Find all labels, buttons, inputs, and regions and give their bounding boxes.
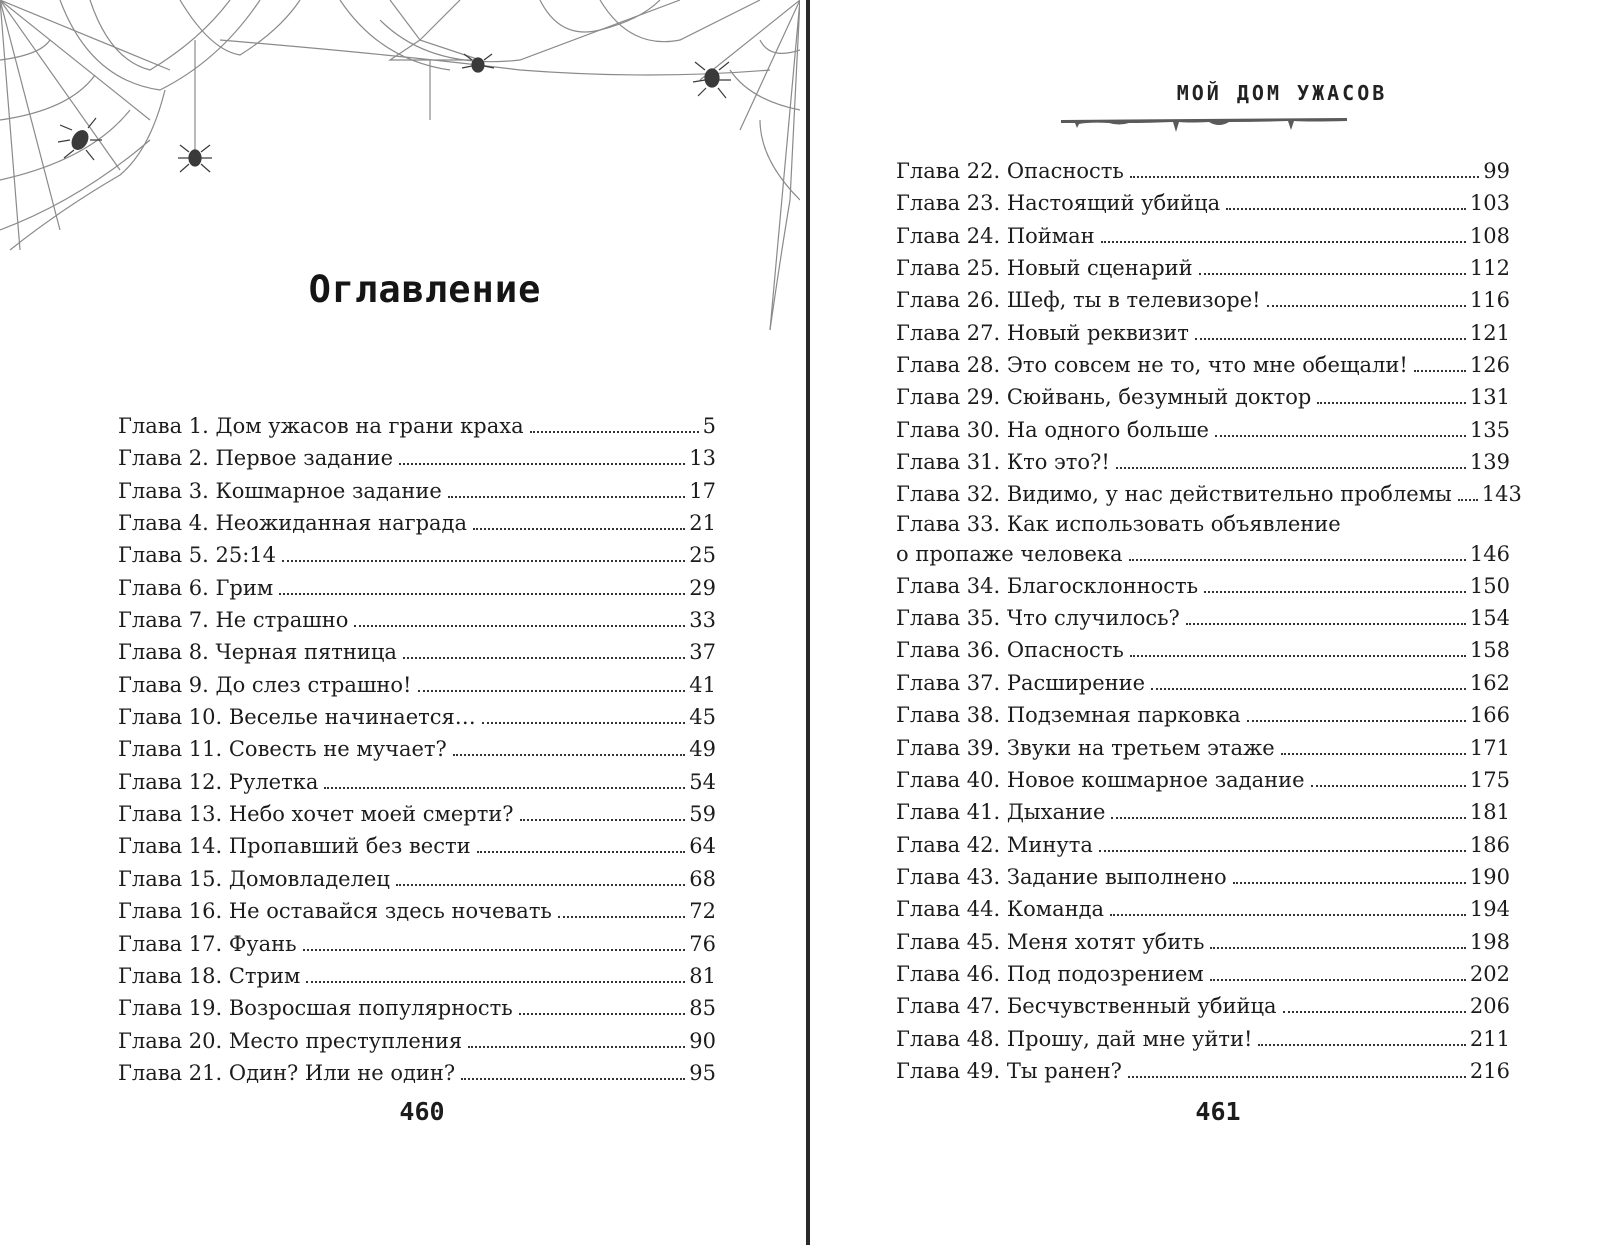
toc-entry-page: 190: [1469, 864, 1510, 889]
toc-entry: [896, 958, 1510, 990]
toc-entry: [896, 796, 1510, 828]
toc-entry: [118, 1057, 716, 1089]
toc-entry: [896, 446, 1510, 478]
toc-entry-page: 64: [689, 834, 716, 859]
toc-entry: [118, 1025, 716, 1057]
leader-dots: [1283, 1011, 1466, 1013]
toc-entry: [118, 669, 716, 701]
leader-dots: [1210, 979, 1466, 981]
toc-entry-label: Глава 23. Настоящий убийца: [896, 191, 1221, 216]
toc-entry-page: 194: [1469, 897, 1510, 922]
toc-entry: [896, 511, 1510, 570]
toc-entry-page: 216: [1469, 1058, 1510, 1083]
toc-entry-label: Глава 40. Новое кошмарное задание: [896, 767, 1305, 792]
toc-entry-page: 143: [1481, 482, 1522, 507]
toc-entry-label: Глава 49. Ты ранен?: [896, 1058, 1122, 1083]
toc-entry: [896, 699, 1510, 731]
toc-entry: [896, 861, 1510, 893]
toc-entry-page: 126: [1469, 353, 1510, 378]
toc-entry: [896, 829, 1510, 861]
toc-entry-page: 25: [689, 543, 716, 568]
leader-dots: [461, 1078, 685, 1080]
toc-entry: [118, 766, 716, 798]
toc-entry-label: Глава 6. Грим: [118, 575, 274, 600]
toc-entry: [118, 410, 716, 442]
toc-entry-label: Глава 44. Команда: [896, 897, 1105, 922]
toc-entry: [896, 926, 1510, 958]
toc-entry-label: Глава 39. Звуки на третьем этаже: [896, 735, 1275, 760]
page-number-right: 461: [1195, 1097, 1241, 1126]
leader-dots: [399, 463, 685, 465]
leader-dots: [1281, 753, 1466, 755]
toc-entry-page: 17: [689, 478, 716, 503]
toc-entry-page: 59: [689, 802, 716, 827]
leader-dots: [282, 560, 685, 562]
toc-entry-page: 116: [1469, 288, 1510, 313]
toc-entry-page: 150: [1469, 573, 1510, 598]
toc-entry: [896, 187, 1510, 219]
toc-entry-page: 76: [689, 931, 716, 956]
leader-dots: [1210, 947, 1466, 949]
toc-entry-label: Глава 47. Бесчувственный убийца: [896, 994, 1277, 1019]
toc-entry: [118, 701, 716, 733]
toc-entry-label: Глава 27. Новый реквизит: [896, 320, 1189, 345]
toc-entry-page: 54: [689, 769, 716, 794]
toc-entry-label: Глава 37. Расширение: [896, 670, 1146, 695]
leader-dots: [1317, 402, 1466, 404]
toc-entry-label: Глава 46. Под подозрением: [896, 961, 1204, 986]
toc-entry-label: Глава 31. Кто это?!: [896, 450, 1110, 475]
toc-list-left: [118, 410, 716, 1089]
leader-dots: [558, 916, 685, 918]
toc-entry-page: 206: [1469, 994, 1510, 1019]
leader-dots: [1458, 499, 1478, 501]
toc-entry-page: 146: [1469, 541, 1510, 566]
leader-dots: [1130, 176, 1479, 178]
toc-entry: [896, 764, 1510, 796]
toc-entry: [896, 1023, 1510, 1055]
leader-dots: [396, 884, 685, 886]
toc-entry-label: Глава 9. До слез страшно!: [118, 672, 412, 697]
leader-dots: [1111, 817, 1465, 819]
toc-entry-label-continued: о пропаже человека: [896, 541, 1123, 566]
toc-entry: [118, 992, 716, 1024]
toc-entry: [118, 733, 716, 765]
page-number-left: 460: [399, 1097, 445, 1126]
toc-entry: [896, 381, 1510, 413]
leader-dots: [1116, 467, 1466, 469]
leader-dots: [468, 1046, 685, 1048]
leader-dots: [1101, 241, 1466, 243]
toc-entry-page: 5: [702, 414, 716, 438]
toc-entry-label: Глава 29. Сюйвань, безумный доктор: [896, 385, 1312, 410]
toc-entry-page: 162: [1469, 670, 1510, 695]
toc-entry-label: Глава 3. Кошмарное задание: [118, 478, 442, 503]
toc-list-right: [896, 155, 1522, 1087]
toc-entry: [118, 507, 716, 539]
toc-entry-label: Глава 32. Видимо, у нас действительно проблемы: [896, 482, 1452, 507]
leader-dots: [403, 657, 685, 659]
toc-entry-label: Глава 14. Пропавший без вести: [118, 834, 471, 859]
leader-dots: [1226, 208, 1466, 210]
leader-dots: [519, 1013, 686, 1015]
leader-dots: [418, 690, 686, 692]
leader-dots: [1151, 688, 1466, 690]
toc-entry-page: 121: [1469, 320, 1510, 345]
leader-dots: [1215, 435, 1466, 437]
toc-entry-label: Глава 45. Меня хотят убить: [896, 929, 1205, 954]
toc-entry-page: 171: [1469, 735, 1510, 760]
toc-entry-label: Глава 34. Благосклонность: [896, 573, 1199, 598]
leader-dots: [1233, 882, 1466, 884]
toc-entry-label: Глава 5. 25:14: [118, 543, 277, 568]
toc-entry-label: Глава 33. Как использовать объявление: [896, 511, 1341, 536]
toc-entry-label: Глава 21. Один? Или не один?: [118, 1060, 456, 1085]
toc-entry: [118, 442, 716, 474]
toc-entry-page: 99: [1483, 159, 1510, 183]
toc-entry: [118, 928, 716, 960]
toc-entry: [896, 570, 1510, 602]
running-header: МОЙ ДОМ УЖАСОВ: [1176, 81, 1388, 105]
toc-entry-page: 181: [1469, 800, 1510, 825]
toc-entry-label: Глава 8. Черная пятница: [118, 640, 397, 665]
leader-dots: [1130, 655, 1466, 657]
toc-entry: [896, 252, 1510, 284]
right-page: [812, 0, 1609, 1245]
leader-dots: [1247, 720, 1466, 722]
toc-entry: [118, 475, 716, 507]
toc-entry-label: Глава 42. Минута: [896, 832, 1093, 857]
toc-entry: [118, 572, 716, 604]
toc-entry-label: Глава 16. Не оставайся здесь ночевать: [118, 899, 552, 924]
toc-entry: [896, 284, 1510, 316]
toc-entry-label: Глава 12. Рулетка: [118, 769, 319, 794]
leader-dots: [306, 981, 685, 983]
toc-entry-label: Глава 4. Неожиданная награда: [118, 511, 468, 536]
leader-dots: [1311, 785, 1466, 787]
toc-entry-page: 211: [1469, 1026, 1510, 1051]
toc-entry: [896, 602, 1510, 634]
toc-entry-label: Глава 10. Веселье начинается…: [118, 705, 476, 730]
toc-entry-label: Глава 26. Шеф, ты в телевизоре!: [896, 288, 1261, 313]
leader-dots: [530, 431, 699, 433]
toc-entry-label: Глава 43. Задание выполнено: [896, 864, 1227, 889]
leader-dots: [324, 787, 685, 789]
toc-entry-page: 49: [689, 737, 716, 762]
leader-dots: [1128, 1076, 1466, 1078]
toc-entry-label: Глава 41. Дыхание: [896, 800, 1106, 825]
toc-entry-label: Глава 11. Совесть не мучает?: [118, 737, 447, 762]
toc-entry-label: Глава 18. Стрим: [118, 963, 301, 988]
toc-entry: [118, 960, 716, 992]
toc-entry-page: 158: [1469, 638, 1510, 663]
toc-entry-page: 186: [1469, 832, 1510, 857]
leader-dots: [1258, 1044, 1465, 1046]
toc-entry-label: Глава 48. Прошу, дай мне уйти!: [896, 1026, 1253, 1051]
toc-entry-page: 103: [1469, 191, 1510, 216]
toc-entry-label: Глава 17. Фуань: [118, 931, 297, 956]
toc-entry: [896, 478, 1522, 510]
toc-entry-label: Глава 36. Опасность: [896, 638, 1124, 663]
toc-entry-label: Глава 38. Подземная парковка: [896, 703, 1241, 728]
toc-entry-page: 198: [1469, 929, 1510, 954]
book-spine-divider: [806, 0, 810, 1245]
toc-entry: [896, 634, 1510, 666]
leader-dots: [354, 625, 685, 627]
toc-entry-label: Глава 22. Опасность: [896, 159, 1124, 183]
toc-entry-page: 112: [1469, 256, 1510, 281]
toc-entry-page: 21: [689, 511, 716, 536]
toc-entry-page: 154: [1469, 606, 1510, 631]
toc-entry-label: Глава 35. Что случилось?: [896, 606, 1180, 631]
header-ornament: [1059, 112, 1349, 136]
leader-dots: [520, 819, 686, 821]
toc-entry-page: 108: [1469, 223, 1510, 248]
toc-entry-label: Глава 15. Домовладелец: [118, 866, 390, 891]
toc-entry: [896, 1055, 1510, 1087]
leader-dots: [1267, 305, 1466, 307]
toc-entry-page: 37: [689, 640, 716, 665]
toc-entry: [118, 604, 716, 636]
toc-entry-label: Глава 30. На одного больше: [896, 417, 1209, 442]
toc-entry: [896, 155, 1510, 187]
leader-dots: [477, 851, 686, 853]
toc-entry-page: 175: [1469, 767, 1510, 792]
leader-dots: [1110, 914, 1466, 916]
toc-entry-page: 139: [1469, 450, 1510, 475]
leader-dots: [448, 496, 685, 498]
toc-entry-page: 45: [689, 705, 716, 730]
toc-entry-page: 90: [689, 1028, 716, 1053]
toc-entry: [118, 895, 716, 927]
leader-dots: [1195, 338, 1466, 340]
leader-dots: [1204, 591, 1466, 593]
toc-entry-page: 81: [689, 963, 716, 988]
toc-entry: [896, 349, 1510, 381]
toc-entry-page: 68: [689, 866, 716, 891]
leader-dots: [453, 754, 685, 756]
toc-entry-page: 131: [1469, 385, 1510, 410]
leader-dots: [303, 949, 686, 951]
leader-dots: [473, 528, 685, 530]
toc-entry-page: 13: [689, 446, 716, 471]
toc-entry-page: 33: [689, 608, 716, 633]
toc-entry-label: Глава 24. Пойман: [896, 223, 1095, 248]
leader-dots: [279, 593, 685, 595]
toc-entry-page: 72: [689, 899, 716, 924]
leader-dots: [482, 722, 686, 724]
toc-entry-label: Глава 25. Новый сценарий: [896, 256, 1193, 281]
toc-entry-page: 41: [689, 672, 716, 697]
toc-entry: [118, 636, 716, 668]
toc-entry-label: Глава 20. Место преступления: [118, 1028, 463, 1053]
toc-entry-page: 202: [1469, 961, 1510, 986]
toc-entry: [118, 539, 716, 571]
toc-entry: [896, 732, 1510, 764]
toc-entry: [118, 830, 716, 862]
leader-dots: [1186, 623, 1466, 625]
toc-entry-label: Глава 2. Первое задание: [118, 446, 394, 471]
toc-entry-page: 85: [689, 996, 716, 1021]
toc-entry: [896, 414, 1510, 446]
toc-entry-label: Глава 7. Не страшно: [118, 608, 349, 633]
toc-entry: [896, 667, 1510, 699]
page-title: Оглавление: [308, 268, 542, 311]
toc-entry: [896, 317, 1510, 349]
toc-entry: [896, 220, 1510, 252]
toc-entry: [118, 798, 716, 830]
toc-entry: [896, 893, 1510, 925]
leader-dots: [1199, 273, 1466, 275]
toc-entry-page: 166: [1469, 703, 1510, 728]
toc-entry-page: 95: [689, 1060, 716, 1085]
toc-entry-label: Глава 28. Это совсем не то, что мне обещали!: [896, 353, 1408, 378]
toc-entry-page: 135: [1469, 417, 1510, 442]
leader-dots: [1129, 559, 1466, 561]
leader-dots: [1099, 850, 1466, 852]
toc-entry-label: Глава 19. Возросшая популярность: [118, 996, 513, 1021]
toc-entry-label: Глава 1. Дом ужасов на грани краха: [118, 414, 524, 438]
toc-entry-page: 29: [689, 575, 716, 600]
toc-entry: [896, 990, 1510, 1022]
toc-entry-label: Глава 13. Небо хочет моей смерти?: [118, 802, 514, 827]
leader-dots: [1414, 370, 1466, 372]
toc-entry: [118, 863, 716, 895]
